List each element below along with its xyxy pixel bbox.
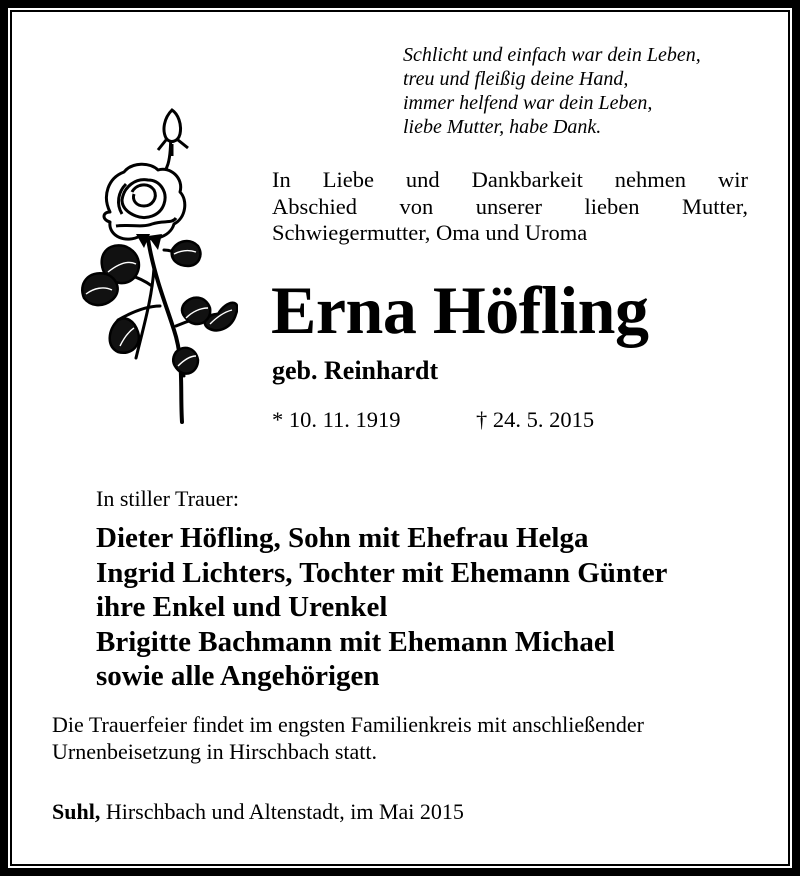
ceremony-line: Die Trauerfeier findet im engsten Familienkreis mit anschließender bbox=[52, 712, 645, 737]
ceremony-notice bbox=[52, 711, 752, 765]
ceremony-line: Urnenbeisetzung in Hirschbach statt. bbox=[52, 739, 378, 764]
poem-line: immer helfend war dein Leben, bbox=[403, 92, 653, 114]
mourner-line: sowie alle Angehörigen bbox=[96, 660, 380, 692]
mourner-line: ihre Enkel und Urenkel bbox=[96, 591, 388, 623]
mourner-line: Dieter Höfling, Sohn mit Ehefrau Helga bbox=[96, 522, 589, 554]
intro-line: Abschied von unserer lieben Mutter, bbox=[272, 193, 748, 219]
mourner-line: Ingrid Lichters, Tochter mit Ehemann Günter bbox=[96, 556, 668, 589]
poem bbox=[403, 43, 763, 139]
rose-icon bbox=[66, 100, 238, 430]
poem-line: Schlicht und einfach war dein Leben, bbox=[403, 44, 701, 66]
signature-rest: Hirschbach und Altenstadt, im Mai 2015 bbox=[100, 799, 464, 824]
death-date: † 24. 5. 2015 bbox=[476, 407, 595, 432]
mourning-label: In stiller Trauer: bbox=[96, 486, 239, 511]
mourners-list bbox=[96, 521, 667, 694]
mourner-line: Brigitte Bachmann mit Ehemann Michael bbox=[96, 625, 615, 658]
poem-line: liebe Mutter, habe Dank. bbox=[403, 116, 602, 138]
intro-line: Schwiegermutter, Oma und Uroma bbox=[272, 220, 588, 245]
signature-place: Suhl, bbox=[52, 799, 101, 824]
poem-line: treu und fleißig deine Hand, bbox=[403, 68, 629, 90]
intro-text bbox=[272, 167, 748, 247]
deceased-name: Erna Höfling bbox=[271, 272, 649, 348]
birth-date: * 10. 11. 1919 bbox=[272, 407, 401, 432]
intro-line: In Liebe und Dankbarkeit nehmen wir bbox=[272, 167, 748, 192]
signature-line bbox=[52, 798, 464, 826]
birth-name: geb. Reinhardt bbox=[272, 356, 439, 385]
